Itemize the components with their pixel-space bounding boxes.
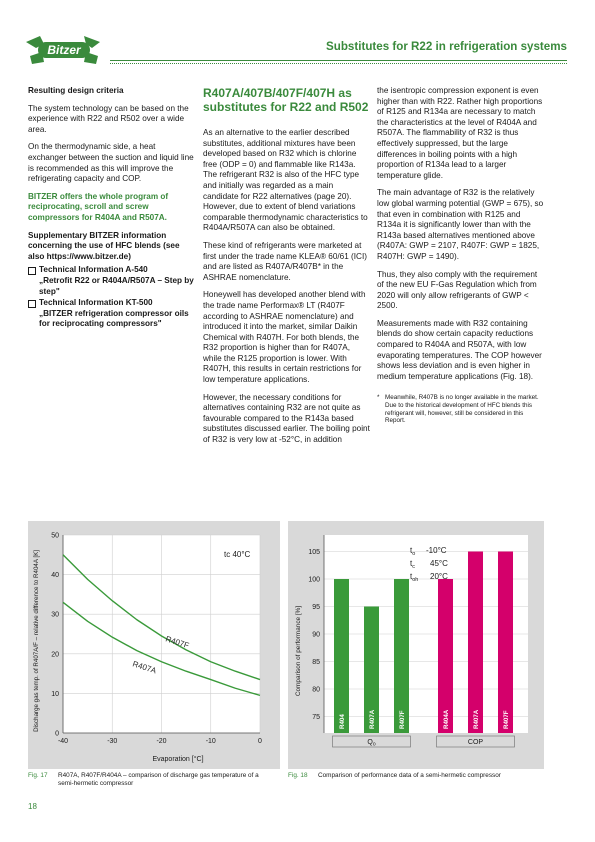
footnote-text: Meanwhile, R407B is no longer available in the market. Due to the historical development of HFC blends this refrigerant will, however, still be considered in this Report. <box>385 394 539 425</box>
caption-text: Comparison of performance data of a semi-hermetic compressor <box>318 772 501 779</box>
bar-qo-r407f <box>394 579 409 733</box>
bar-label: R407F <box>399 710 406 729</box>
x-tick-label: -30 <box>107 738 118 745</box>
section-heading: R407A/407B/407F/407H as substitutes for R22 and R502 <box>203 86 369 114</box>
page-title: Substitutes for R22 in refrigeration systems <box>326 40 567 53</box>
series-label-r407a: R407A <box>131 659 158 676</box>
condition-annotation: tc 40°C <box>224 550 251 559</box>
item-title: Technical Information A-540 <box>39 265 148 275</box>
y-tick-label: 85 <box>312 659 320 666</box>
y-tick-label: 30 <box>51 611 59 619</box>
list-item <box>28 298 194 330</box>
x-tick-label: -40 <box>57 738 69 745</box>
caption-text: R407A, R407F/R404A – comparison of discharge gas temperature of a semi-hermetic compressor <box>58 772 259 787</box>
y-tick-label: 105 <box>308 549 320 556</box>
bar-label: R407A <box>473 709 480 729</box>
footnote <box>377 394 545 424</box>
y-tick-label: 20 <box>51 651 59 659</box>
condition-value: -10°C <box>426 546 447 555</box>
y-tick-label: 100 <box>308 576 320 584</box>
paragraph: On the thermodynamic side, a heat exchanger between the suction and liquid line is recommended as this will improve the refrigerating capacity and COP. <box>28 142 194 184</box>
checkbox-icon <box>28 267 36 275</box>
condition-value: 45°C <box>430 559 448 568</box>
group-label: COP <box>467 739 484 746</box>
paragraph: the isentropic compression exponent is even higher than with R22. Rather high proportions of R125 and R134a are necessary to match the characteristics at the level of R404A and R507A. The flammability of R32 is thus effectively suppressed, but the large differences in boiling points with a high proportion of R134a lead to a larger temperature glide. <box>377 86 543 180</box>
y-axis-label: Comparison of performance [%] <box>295 605 302 697</box>
bar-label: R404 <box>339 714 346 729</box>
paragraph: However, the necessary conditions for alternatives containing R32 are not quite as favourable compared to the R143a based substitutes discussed earlier. The boiling point of R32 is very low at -52°C, in addition <box>203 392 370 445</box>
condition-sub: o <box>412 551 416 557</box>
info-list <box>28 265 194 330</box>
figure-17-panel <box>28 521 280 769</box>
x-tick-label: -10 <box>205 738 216 745</box>
footnote-mark: * <box>377 394 380 402</box>
bitzer-logo-icon <box>22 32 106 68</box>
figure-17-caption <box>28 772 280 788</box>
bar-label: R407A <box>369 709 376 729</box>
item-title: Technical Information KT-500 <box>39 298 153 308</box>
logo-text: Bitzer <box>47 43 81 57</box>
caption-label: Fig. 17 <box>28 772 48 779</box>
bar-label: R404A <box>443 709 450 729</box>
y-tick-label: 90 <box>312 631 320 639</box>
paragraph: Honeywell has developed another blend with the trade name Performax® LT (R407F according to ASHRAE nomenclature) and introduced it into the market, similar Daikin Chemical with R407H. For both blends, the R32 proportion is higher than for R407A, while the R125 proportion is lower. With R407H, this results in certain restrictions for low temperature applications. <box>203 290 366 385</box>
bar-qo-r404 <box>334 579 349 733</box>
column-3 <box>377 86 545 425</box>
y-tick-label: 95 <box>312 604 320 611</box>
y-axis-label: Discharge gas temp. of R407A/F – relative difference to R404A [K] <box>33 550 40 732</box>
bitzer-logo <box>22 32 106 68</box>
bar-chart <box>288 521 544 769</box>
highlight-note: BITZER offers the whole program of reciprocating, scroll and screw compressors for R404A and R507A. <box>28 191 169 222</box>
column-2 <box>203 86 370 453</box>
paragraph: Measurements made with R32 containing blends do show certain capacity reductions compared to R404A and R507A, with low evaporating temperatures. The COP however shows less deviation and is even higher in medium temperature applications (Fig. 18). <box>377 318 542 381</box>
condition-sub: oh <box>412 577 419 583</box>
condition-sym: t <box>410 572 413 581</box>
y-tick-label: 40 <box>51 572 59 580</box>
checkbox-icon <box>28 300 36 308</box>
paragraph: As an alternative to the earlier described substitutes, additional mixtures have been developed based on R32 which is chlorine free (ODP = 0) and flammable like R143a. The refrigerant R32 is also of the HFC type and initially was regarded as a main candidate for R22 alternatives (page 20). However, due to extent of blend variations comparable thermodynamic characteristics to R404A/R507A can also be obtained. <box>203 128 368 233</box>
condition-sym: t <box>410 559 413 568</box>
bar-cop-r407f <box>498 552 513 734</box>
series-label-r407f: R407F <box>164 634 191 651</box>
caption-label: Fig. 18 <box>288 772 308 779</box>
figure-18-panel <box>288 521 544 769</box>
header-divider <box>110 60 567 61</box>
y-tick-label: 50 <box>51 532 59 540</box>
paragraph: Thus, they also comply with the requirement of the new EU F-Gas Regulation which from 2020 will only allow refrigerants of GWP < 2500. <box>377 269 538 311</box>
bar-label: R407F <box>503 710 510 729</box>
condition-sym: t <box>410 546 413 555</box>
header-divider-dotted <box>110 63 567 64</box>
paragraph: These kind of refrigerants were marketed at first under the trade name KLEA® 60/61 (ICI) and are listed as R407A/R407B* in the ASHRAE nomenclature. <box>203 240 367 282</box>
column-1 <box>28 86 194 331</box>
condition-sub: c <box>412 564 415 570</box>
info-heading: Supplementary BITZER information concerning the use of HFC blends (see also https://www.bitzer.de) <box>28 230 180 261</box>
paragraph: The system technology can be based on the experience with R22 and R502 over a wide area. <box>28 103 189 134</box>
group-label: $Q_o$ <box>367 739 376 748</box>
bar-cop-r407a <box>468 552 483 734</box>
page-number: 18 <box>28 802 37 811</box>
section-heading: Resulting design criteria <box>28 86 124 95</box>
list-item <box>28 265 194 297</box>
x-tick-label: 0 <box>258 738 262 745</box>
condition-value: 20°C <box>430 572 448 581</box>
item-subtitle: „BITZER refrigeration compressor oils for reciprocating compressors" <box>39 308 189 329</box>
y-tick-label: 80 <box>312 686 320 694</box>
y-tick-label: 75 <box>312 714 320 721</box>
y-tick-label: 0 <box>55 730 59 738</box>
y-tick-label: 10 <box>51 690 59 698</box>
line-chart <box>28 521 280 769</box>
x-axis-label: Evaporation [°C] <box>152 756 204 763</box>
x-tick-label: -20 <box>156 738 167 745</box>
figure-18-caption <box>288 772 544 780</box>
paragraph: The main advantage of R32 is the relatively low global warming potential (GWP = 675), so that even in combination with R125 and R134a it is significantly lower than with the R143a based alternatives mentioned above (R407A: GWP = 2107, R407F: GWP = 1825, R407H: GWP = 1490). <box>377 188 544 261</box>
item-subtitle: „Retrofit R22 or R404A/R507A – Step by step" <box>39 275 194 296</box>
